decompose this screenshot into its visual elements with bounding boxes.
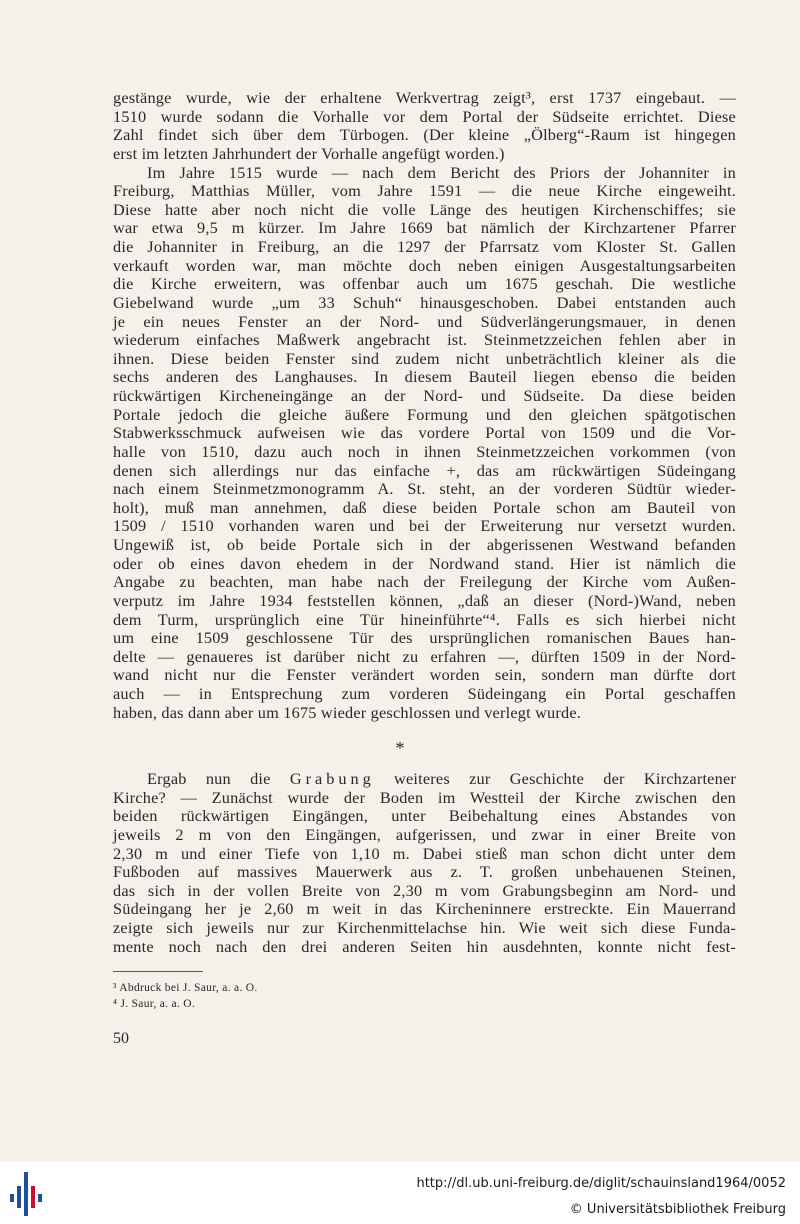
text-line: holt), muß man annehmen, daß diese beiden Portale schon am Bauteil von xyxy=(113,497,736,517)
text-line: Giebelwand wurde „um 33 Schuh“ hinausgeschoben. Dabei entstanden auch xyxy=(113,292,736,312)
page-number: 50 xyxy=(113,1030,129,1047)
text-line: Angabe zu beachten, man habe nach der Freilegung der Kirche vom Außen- xyxy=(113,572,736,592)
text-line: Diese hatte aber noch nicht die volle Länge des heutigen Kirchenschiffes; sie xyxy=(113,199,736,219)
emphasized-word: Grabung xyxy=(289,769,375,788)
text-line: verputz im Jahre 1934 feststellen können, „daß an dieser (Nord-)Wand, neben xyxy=(113,590,736,610)
text-line: Zahl findet sich über dem Türbogen. (Der kleine „Ölberg“-Raum ist hingegen xyxy=(113,125,736,145)
text-line: Südeingang her je 2,60 m weit in das Kircheninnere erstreckte. Ein Mauerrand xyxy=(113,899,736,919)
text-line: wiederum einfaches Maßwerk angebracht ist. Steinmetzzeichen fehlen aber in xyxy=(113,330,736,350)
text-line: delte — genaueres ist darüber nicht zu erfahren —, dürften 1509 in der Nord- xyxy=(113,646,736,666)
text-line: verkauft worden war, man möchte doch neben einigen Ausgestaltungsarbeiten xyxy=(113,255,736,275)
text-line: zeigte sich jeweils nur zur Kirchenmittelachse hin. Wie weit sich diese Funda- xyxy=(113,918,736,937)
text-line: Im Jahre 1515 wurde — nach dem Bericht des Priors der Johanniter in xyxy=(147,162,736,182)
text-line: Ungewiß ist, ob beide Portale sich in der abgerissenen Westwand befanden xyxy=(113,535,736,554)
text-line: dem Turm, ursprünglich eine Tür hineinführte“⁴. Falls es sich hierbei nicht xyxy=(113,609,736,629)
text-line: Kirche? — Zunächst wurde der Boden im Westteil der Kirche zwischen den xyxy=(113,787,736,807)
footnote-4: ⁴ J. Saur, a. a. O. xyxy=(113,998,196,1010)
footnote-rule xyxy=(113,971,203,972)
text-line: Fußboden auf massives Mauerwerk aus z. T. großen unbehauenen Steinen, xyxy=(113,862,736,882)
source-url-link[interactable]: http://dl.ub.uni-freiburg.de/diglit/schauinsland1964/0052 xyxy=(416,1176,786,1191)
text-line: jeweils 2 m von den Eingängen, aufgerissen, und zwar in einer Breite von xyxy=(113,824,736,844)
footnote-3: ³ Abdruck bei J. Saur, a. a. O. xyxy=(113,982,258,994)
text-line: Ergab nun die Grabung weiteres zur Geschichte der Kirchzartener xyxy=(147,769,736,788)
library-logo-icon xyxy=(8,1172,44,1216)
body-text-block-2 xyxy=(113,770,736,956)
text-line: mente noch nach den drei anderen Seiten hin ausdehnten, konnte nicht fest- xyxy=(113,936,736,956)
text-line: 1509 / 1510 vorhanden waren und bei der Erweiterung nur versetzt wurden. xyxy=(113,516,736,536)
text-line: rückwärtigen Kircheneingänge an der Nord- und Südseite. Da diese beiden xyxy=(113,386,736,405)
text-line: die Johanniter in Freiburg, an die 1297 der Pfarrsatz vom Kloster St. Gallen xyxy=(113,237,736,256)
text-line: halle von 1510, dazu auch noch in ihnen Steinmetzzeichen vorkommen (von xyxy=(113,441,736,461)
text-line: die Kirche erweitern, was offenbar auch um 1675 geschah. Die westliche xyxy=(113,274,736,294)
body-text-block-1 xyxy=(113,89,736,722)
text-line: gestänge wurde, wie der erhaltene Werkvertrag zeigt³, erst 1737 eingebaut. — xyxy=(113,88,736,107)
footnotes xyxy=(113,980,258,1012)
text-line: Freiburg, Matthias Müller, vom Jahre 1591 — die neue Kirche eingeweiht. xyxy=(113,181,736,201)
text-line: denen sich allerdings nur das einfache +, das am rückwärtigen Südeingang xyxy=(113,460,736,480)
text-line: um eine 1509 geschlossene Tür des ursprünglichen romanischen Baues han- xyxy=(113,628,736,648)
text-line: je ein neues Fenster an der Nord- und Südverlängerungsmauer, in denen xyxy=(113,311,736,331)
text-line: haben, das dann aber um 1675 wieder geschlossen und verlegt wurde. xyxy=(113,702,582,722)
text-line: Portale jedoch die gleiche äußere Formung und den gleichen spätgotischen xyxy=(113,404,736,424)
text-line: wand nicht nur die Fenster verändert worden sein, sondern man dürfte dort xyxy=(113,665,736,685)
text-line: erst im letzten Jahrhundert der Vorhalle angefügt worden.) xyxy=(113,143,505,163)
text-line: beiden rückwärtigen Eingängen, unter Beibehaltung eines Abstandes von xyxy=(113,806,736,826)
section-separator: * xyxy=(395,738,405,758)
text-line: ihnen. Diese beiden Fenster sind zudem nicht unbeträchtlich kleiner als die xyxy=(113,348,736,368)
text-line: auch — in Entsprechung zum vorderen Südeingang ein Portal geschaffen xyxy=(113,684,736,703)
text-line: nach einem Steinmetzmonogramm A. St. steht, an der vorderen Südtür wieder- xyxy=(113,479,736,499)
text-line: 1510 wurde sodann die Vorhalle vor dem Portal der Südseite errichtet. Diese xyxy=(113,106,736,126)
text-line: war etwa 9,5 m kürzer. Im Jahre 1669 bat nämlich der Kirchzartener Pfarrer xyxy=(113,218,736,238)
text-line: 2,30 m und einer Tiefe von 1,10 m. Dabei stieß man schon dicht unter dem xyxy=(113,843,736,863)
text-line: oder ob eines davon ehedem in der Nordwand stand. Hier ist nämlich die xyxy=(113,553,736,573)
copyright-notice: © Universitätsbibliothek Freiburg xyxy=(569,1202,786,1217)
text-line: Stabwerksschmuck aufweisen wie das vordere Portal von 1509 und die Vor- xyxy=(113,423,736,443)
text-line: das sich in der vollen Breite von 2,30 m vom Grabungsbeginn am Nord- und xyxy=(113,880,736,900)
text-line: sechs anderen des Langhauses. In diesem Bauteil liegen ebenso die beiden xyxy=(113,367,736,387)
